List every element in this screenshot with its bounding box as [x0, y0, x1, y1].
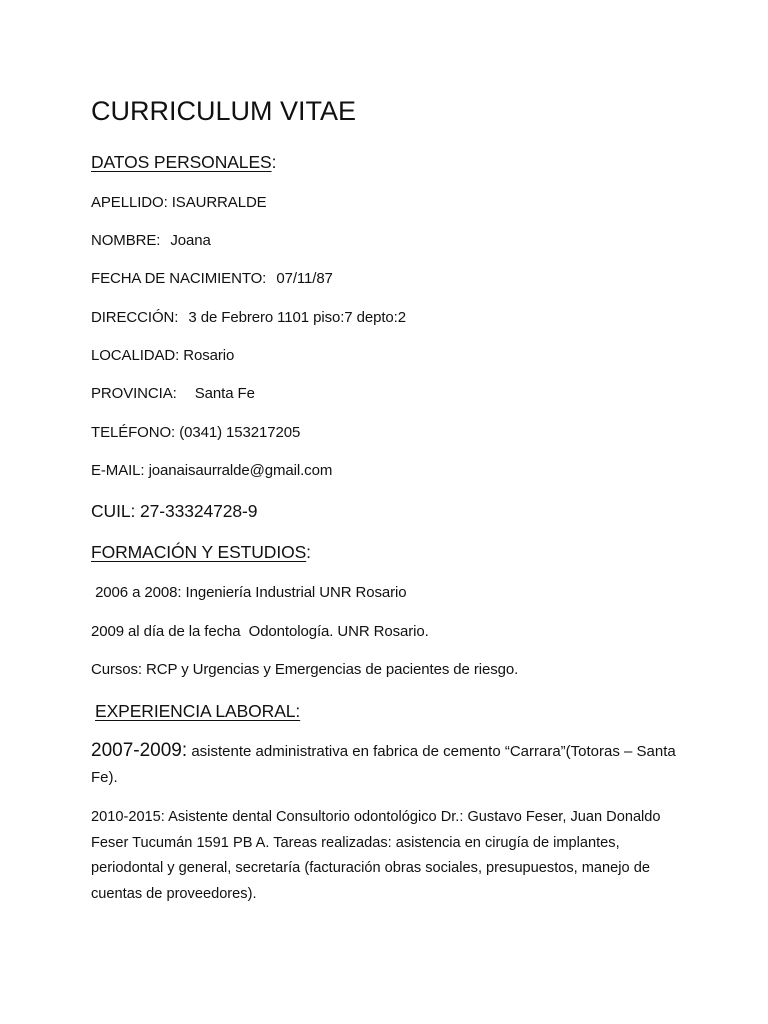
field-nombre — [91, 232, 211, 249]
field-direccion — [91, 309, 406, 326]
entry-text: asistente administrativa en fabrica de cemento “Carrara”(Totoras – Santa Fe). — [91, 743, 676, 786]
field-value: Santa Fe — [194, 385, 255, 402]
field-value: 07/11/87 — [276, 270, 333, 287]
heading-text: FORMACIÓN Y ESTUDIOS — [91, 542, 307, 562]
field-email — [91, 462, 332, 479]
field-value: ISAURRALDE — [171, 194, 267, 211]
heading-text: DATOS PERSONALES — [91, 152, 272, 172]
entry-period: 2010-2015: — [91, 809, 165, 825]
heading-colon: : — [271, 152, 277, 172]
field-label: DIRECCIÓN: — [91, 309, 179, 326]
experiencia-entry — [91, 805, 681, 907]
field-value: 3 de Febrero 1101 piso:7 depto:2 — [188, 309, 406, 326]
formacion-item: 2006 a 2008: Ingeniería Industrial UNR Rosario — [91, 584, 407, 601]
field-label: PROVINCIA: — [91, 385, 177, 402]
field-localidad — [91, 347, 234, 364]
field-label: APELLIDO: — [91, 194, 168, 211]
entry-text: Asistente dental Consultorio odontológico Dr.: Gustavo Feser, Juan Donaldo Feser Tucumán 1591 PB A. Tareas realizadas: asistencia en cirugía de implantes, periodontal y general, secretaría (facturación obras sociales, presupuestos, manejo de cuentas de proveedores). — [91, 809, 661, 902]
document-title: CURRICULUM VITAE — [91, 96, 357, 126]
section-heading-experiencia — [95, 701, 300, 722]
formacion-item: Cursos: RCP y Urgencias y Emergencias de pacientes de riesgo. — [91, 661, 519, 678]
field-value: joanaisaurralde@gmail.com — [148, 462, 333, 479]
field-label: E-MAIL: — [91, 462, 145, 479]
field-provincia — [91, 385, 255, 402]
cuil-line: CUIL: 27-33324728-9 — [91, 501, 258, 521]
field-label: TELÉFONO: — [91, 424, 176, 441]
section-heading-datos-personales — [91, 152, 276, 173]
field-value: (0341) 153217205 — [179, 424, 301, 441]
field-label: NOMBRE: — [91, 232, 161, 249]
field-value: Rosario — [183, 347, 235, 364]
heading-text: EXPERIENCIA LABORAL: — [95, 701, 301, 721]
formacion-item: 2009 al día de la fecha Odontología. UNR Rosario. — [91, 623, 429, 640]
field-label: LOCALIDAD: — [91, 347, 180, 364]
entry-period: 2007-2009: — [91, 740, 188, 761]
field-fecha-nacimiento — [91, 270, 333, 287]
field-value: Joana — [170, 232, 211, 249]
field-label: FECHA DE NACIMIENTO: — [91, 270, 267, 287]
field-apellido — [91, 194, 267, 211]
heading-colon: : — [306, 542, 311, 562]
experiencia-entry — [91, 738, 681, 790]
field-telefono — [91, 424, 300, 441]
section-heading-formacion — [91, 542, 311, 563]
